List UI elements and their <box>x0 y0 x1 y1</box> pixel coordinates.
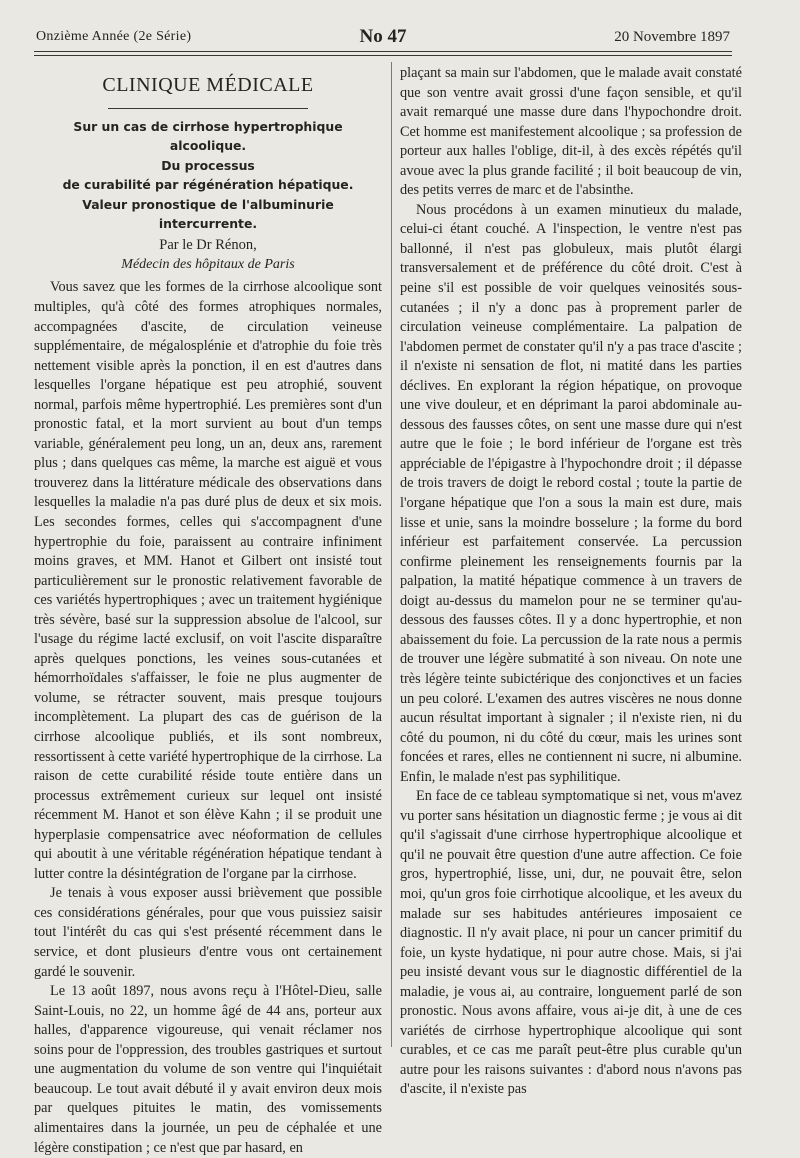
paragraph: plaçant sa main sur l'abdomen, que le malade avait constaté que son ventre avait grossi d'une façon sensible, et qu'il avait remarqué une masse dure dans l'hypochondre droit. Cet homme est manifestement alcoolique ; sa profession de porteur aux halles l'oblige, dit-il, à des excès répétés qu'il avoue avec la plus grande facilité ; il boit beaucoup de vin, des petits verres de marc et de l'absinthe. <box>400 65 742 199</box>
right-column <box>400 64 742 1100</box>
section-title: CLINIQUE MÉDICALE <box>102 74 314 96</box>
subtitle-line: de curabilité par régénération hépatique. <box>62 177 354 193</box>
running-header <box>36 26 730 50</box>
column-divider <box>391 62 392 1047</box>
author-byline: Par le Dr Rénon, <box>159 237 257 254</box>
header-rule <box>34 51 732 56</box>
issue-date: 20 Novembre 1897 <box>614 29 730 45</box>
author-affiliation: Médecin des hôpitaux de Paris <box>121 257 295 273</box>
subtitle-line: Sur un cas de cirrhose hypertrophique alcoolique. <box>73 119 343 154</box>
title-rule <box>108 108 308 109</box>
subtitle-line: Valeur pronostique de l'albuminurie intercurrente. <box>82 196 334 232</box>
paragraph: En face de ce tableau symptomatique si net, vous m'avez vu porter sans hésitation un diagnostic ferme ; je vous ai dit qu'il s'agissait d'une cirrhose hypertrophique alcoolique et qu'il ne pouvait être question d'une autre affection. Ce foie gros, hypertrophié, lisse, uni, dur, ne pouvait être, selon moi, qu'un gros foie cirrhotique alcoolique, et les aveux du malade sur ses habitudes antérieures imposaient ce diagnostic. Il n'y avait place, ni pour un cancer primitif du foie, un kyste hydatique, ni pour autre chose. Mais, si j'ai peu insisté devant vous sur le diagnostic différentiel de la maladie, je vous ai, au contraire, longuement parlé de son pronostic. Nous avons affaire, vous ai-je dit, à une de ces variétés de cirrhose hypertrophique alcoolique qui sont curables, et ce cas me paraît peut-être plus curable qu'un autre pour les raisons suivantes : d'abord nous n'avons pas d'ascite, il n'existe pas <box>400 788 742 1098</box>
paragraph: Je tenais à vous exposer aussi brièvement que possible ces considérations générales, pour que vous puissiez saisir tout l'intérêt du cas qui s'est présenté récemment dans le service, et dont plusieurs d'entre vous ont certainement gardé le souvenir. <box>34 885 382 980</box>
article-subtitle <box>34 117 382 233</box>
subtitle-line: Du processus <box>161 157 255 173</box>
issue-label: Onzième Année (2e Série) <box>36 29 192 44</box>
issue-number: No 47 <box>359 26 407 47</box>
paragraph: Le 13 août 1897, nous avons reçu à l'Hôtel-Dieu, salle Saint-Louis, no 22, un homme âgé de 44 ans, porteur aux halles, d'apparence vigoureuse, qui venait réclamer nos soins pour de l'oppression, des troubles gastriques et surtout une augmentation du volume de son ventre qui l'inquiétait beaucoup. Le tout avait débuté il y avait environ deux mois par quelques pituites le matin, des vomissements alimentaires dans la journée, un peu de céphalée et une légère constipation ; ce n'est que par hasard, en <box>34 983 382 1156</box>
paragraph: Nous procédons à un examen minutieux du malade, celui-ci étant couché. A l'inspection, le ventre n'est pas ballonné, il n'est pas globuleux, mais plutôt élargi transversalement et de préférence du côté droit. C'est à peine s'il est possible de voir quelques veinosités sous-cutanées ; il n'y a donc pas à proprement parler de circulation veineuse complémentaire. La palpation de l'abdomen permet de constater qu'il n'y a pas trace d'ascite ; il n'existe ni sensation de flot, ni matité dans les parties déclives. En explorant la région hépatique, on provoque une vive douleur, et en déprimant la paroi abdominale au-dessous des fausses côtes, on sent une masse dure qui n'est autre que le foie ; le bord inférieur de l'organe est très appréciable de l'épigastre à l'hypochondre droit ; il dépasse de trois travers de doigt le rebord costal ; toute la partie de l'organe hépatique que l'on a sous la main est dure, mais lisse et unie, sans la moindre bosselure ; la forme du bord inférieur est parfaitement conservée. La percussion confirme pleinement les renseignements fournis par la palpation, la matité hépatique commence à un travers de doigt au-dessus du mamelon pour ne se terminer qu'au-dessous des fausses côtes. Il y a donc hypertrophie, et non abaissement du foie. La percussion de la rate nous a permis de trouver une légère submatité à son niveau. On note une très légère teinte subictérique des conjonctives et un facies un peu coloré. L'examen des autres viscères ne nous donne aucun résultat important à signaler ; il n'existe rien, ni du côté du poumon, ni du côté du cœur, mais les urines sont foncées et rares, elles ne contiennent ni sucre, ni albumine. Enfin, le malade n'est pas syphilitique. <box>400 201 742 785</box>
left-column <box>34 64 382 1158</box>
paragraph: Vous savez que les formes de la cirrhose alcoolique sont multiples, qu'à côté des formes atrophiques normales, accompagnées d'ascite, de circulation veineuse supplémentaire, de mégalosplénie et d'atrophie du foie très nettement visible après la ponction, il en est d'autres dans lesquelles l'organe hépatique est peu atrophié, souvent normal, parfois même hypertrophié. Les premières sont d'un pronostic fatal, et la mort survient au bout d'un temps variable, généralement peu long, un an, deux ans, rarement plus ; dans quelques cas même, la marche est aiguë et vous trouverez dans la littérature médicale des observations dans lesquelles la maladie n'a pas duré plus de deux et six mois. Les secondes formes, celles qui s'accompagnent d'une hypertrophie du foie, paraissent au contraire infiniment moins graves, et MM. Hanot et Gilbert ont insisté tout particulièrement sur le pronostic relativement favorable de ces variétés hypertrophiques ; avec un traitement hygiénique très sévère, basé sur la suppression absolue de l'alcool, sur l'usage du régime lacté exclusif, on voit l'ascite disparaître après quelques ponctions, les veines sous-cutanées et hémorrhoïdales s'affaisser, le foie ne plus augmenter de volume, se rétracter souvent, mais presque toujours incomplètement. La plupart des cas de guérison de la cirrhose alcoolique publiés, et ils sont nombreux, ressortissent à cette variété hypertrophique de la cirrhose. La raison de cette curabilité réside toute entière dans un processus extrêmement curieux sur lequel ont insisté récemment M. Hanot et son élève Kahn ; il se produit une hyperplasie compensatrice avec néoformation de cellules qui aboutit à une véritable régénération hépatique tendant à lutter contre la désintégration de l'organe par la cirrhose. <box>34 279 382 882</box>
